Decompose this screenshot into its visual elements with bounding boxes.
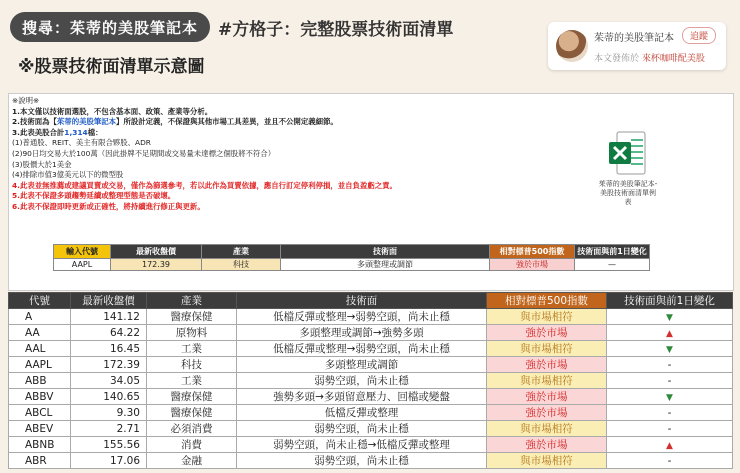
change-cell (607, 437, 733, 453)
lookup-header: 相對標普500指數 (490, 245, 575, 259)
excel-file-label[interactable]: 茱蒂的美股筆記本-美股技術面清單例表 (598, 180, 658, 206)
excel-icon[interactable] (607, 130, 647, 176)
industry-cell: 醫療保健 (147, 309, 237, 325)
table-row[interactable] (9, 421, 733, 437)
lookup-header: 技術面與前1日變化 (575, 245, 650, 259)
arrow-up-icon: ▲ (666, 440, 673, 451)
change-cell (607, 357, 733, 373)
change-cell (607, 309, 733, 325)
price-cell: 155.56 (71, 437, 147, 453)
technical-cell: 弱勢空頭，尚未止穩→低檔反彈或整理 (237, 437, 487, 453)
lookup-table (53, 244, 650, 271)
table-row[interactable] (9, 357, 733, 373)
table-row[interactable] (9, 405, 733, 421)
hashtag-title: #方格子：完整股票技術面清單 (218, 20, 454, 40)
relative-strength-cell: 與市場相符 (487, 453, 607, 469)
column-header-technical: 技術面 (237, 293, 487, 309)
arrow-up-icon: ▲ (666, 328, 673, 339)
note-line-6: (3)股價大於1美金 (12, 159, 72, 169)
change-cell (607, 373, 733, 389)
no-change-indicator: - (667, 454, 672, 467)
column-header-ticker: 代號 (9, 293, 71, 309)
industry-cell: 原物料 (147, 325, 237, 341)
author-note-prefix: 本文發佈於 (594, 54, 642, 64)
industry-cell: 金融 (147, 453, 237, 469)
follow-button[interactable]: 追蹤 (682, 27, 716, 44)
arrow-down-icon: ▼ (666, 392, 673, 403)
change-cell (607, 405, 733, 421)
note-line-3 (12, 128, 397, 139)
ticker-cell: AA (9, 325, 71, 341)
relative-strength-cell: 與市場相符 (487, 373, 607, 389)
note-line-7: (4)排除市值3億美元以下的微型股 (12, 170, 124, 180)
note-line-2 (12, 117, 397, 128)
lookup-header: 產業 (202, 245, 281, 259)
industry-cell: 工業 (147, 373, 237, 389)
column-header-price: 最新收盤價 (71, 293, 147, 309)
lookup-row (54, 259, 650, 271)
lookup-technical: 多頭整理或調節 (281, 259, 490, 271)
relative-strength-cell: 與市場相符 (487, 421, 607, 437)
table-row[interactable] (9, 325, 733, 341)
ticker-cell: AAL (9, 341, 71, 357)
price-cell: 64.22 (71, 325, 147, 341)
relative-strength-cell: 強於市場 (487, 357, 607, 373)
industry-cell: 科技 (147, 357, 237, 373)
technical-cell: 多頭整理或調節 (237, 357, 487, 373)
technical-cell: 低檔反彈或整理 (237, 405, 487, 421)
column-header-change: 技術面與前1日變化 (607, 293, 733, 309)
notes-heading: ※說明※ (12, 96, 40, 105)
search-pill: 搜尋：茱蒂的美股筆記本 (10, 12, 210, 42)
industry-cell: 工業 (147, 341, 237, 357)
price-cell: 9.30 (71, 405, 147, 421)
ticker-cell: ABNB (9, 437, 71, 453)
change-cell (607, 389, 733, 405)
note-line-9: 5.此表不保證多頭趨勢延續或整理型態是否破壞。 (12, 191, 176, 201)
price-cell: 140.65 (71, 389, 147, 405)
change-cell (607, 421, 733, 437)
avatar[interactable] (556, 30, 588, 62)
author-name[interactable]: 茱蒂的美股筆記本 (594, 33, 674, 44)
relative-strength-cell: 強於市場 (487, 405, 607, 421)
price-cell: 141.12 (71, 309, 147, 325)
note-line-3-count: 1,314 (64, 127, 88, 137)
relative-strength-cell: 與市場相符 (487, 341, 607, 357)
table-row[interactable] (9, 389, 733, 405)
technical-cell: 弱勢空頭，尚未止穩 (237, 373, 487, 389)
technical-cell: 強勢多頭→多頭留意壓力、回檔或變盤 (237, 389, 487, 405)
industry-cell: 必須消費 (147, 421, 237, 437)
note-line-3-post: 檔： (87, 127, 103, 137)
author-card (548, 22, 726, 70)
technical-cell: 多頭整理或調節→強勢多頭 (237, 325, 487, 341)
notes-block (12, 96, 397, 213)
ticker-cell: ABCL (9, 405, 71, 421)
no-change-indicator: - (667, 422, 672, 435)
relative-strength-cell: 強於市場 (487, 389, 607, 405)
no-change-indicator: - (667, 406, 672, 419)
ticker-cell: ABB (9, 373, 71, 389)
change-cell (607, 453, 733, 469)
arrow-down-icon: ▼ (666, 344, 673, 355)
note-line-4: (1)普通股、REIT、美主有限合夥股、ADR (12, 138, 151, 148)
relative-strength-cell: 與市場相符 (487, 309, 607, 325)
stock-table-body (9, 309, 733, 469)
lookup-change: — (575, 259, 650, 271)
stock-table-header (9, 293, 733, 309)
no-change-indicator: - (667, 358, 672, 371)
relative-strength-cell: 強於市場 (487, 437, 607, 453)
note-line-2-pre: 2.技術面為【 (12, 117, 57, 127)
lookup-header: 技術面 (281, 245, 490, 259)
column-header-relative: 相對標普500指數 (487, 293, 607, 309)
ticker-cell: ABEV (9, 421, 71, 437)
ticker-cell: ABBV (9, 389, 71, 405)
change-cell (607, 325, 733, 341)
technical-cell: 弱勢空頭，尚未止穩 (237, 453, 487, 469)
industry-cell: 醫療保健 (147, 405, 237, 421)
table-row[interactable] (9, 309, 733, 325)
note-line-2-post: 】所設計定義，不保證與其他市場工具差異，並且不公開定義細節。 (116, 117, 338, 127)
table-row[interactable] (9, 341, 733, 357)
note-line-3-pre: 3.此表美股合計 (12, 127, 65, 137)
note-line-5: (2)90日均交易大於100萬（因此掛牌不足期間或交易量未達標之個股將不符合） (12, 148, 276, 158)
ticker-input[interactable]: AAPL (54, 259, 111, 271)
ticker-cell: AAPL (9, 357, 71, 373)
lookup-relative: 強於市場 (490, 259, 575, 271)
ticker-cell: A (9, 309, 71, 325)
table-row[interactable] (9, 373, 733, 389)
industry-cell: 醫療保健 (147, 389, 237, 405)
note-line-10: 6.此表不保證即時更新或正確性，將持續進行修正與更新。 (12, 201, 205, 211)
publication-link[interactable]: 來杯咖啡配美股 (641, 54, 705, 64)
change-cell (607, 341, 733, 357)
price-cell: 17.06 (71, 453, 147, 469)
price-cell: 34.05 (71, 373, 147, 389)
price-cell: 16.45 (71, 341, 147, 357)
note-line-8: 4.此表並無推薦或建議買賣或交易，僅作為篩選參考，若以此作為買賣依據，應自行訂定停利停損，並自負盈虧之責。 (12, 180, 397, 190)
instructions-panel (8, 93, 734, 291)
lookup-header-row (54, 245, 650, 259)
no-change-indicator: - (667, 374, 672, 387)
ticker-cell: ABR (9, 453, 71, 469)
page-subtitle: ※股票技術面清單示意圖 (18, 57, 205, 77)
lookup-price: 172.39 (111, 259, 202, 271)
note-line-2-highlight: 茱蒂的美股筆記本 (56, 117, 117, 127)
note-line-1: 1.本文僅以技術面選股，不包含基本面、政策、產業等分析。 (12, 106, 213, 116)
technical-cell: 弱勢空頭，尚未止穩 (237, 421, 487, 437)
technical-cell: 低檔反彈或整理→弱勢空頭，尚未止穩 (237, 341, 487, 357)
column-header-industry: 產業 (147, 293, 237, 309)
stock-table (8, 292, 733, 469)
price-cell: 2.71 (71, 421, 147, 437)
technical-cell: 低檔反彈或整理→弱勢空頭，尚未止穩 (237, 309, 487, 325)
arrow-down-icon: ▼ (666, 312, 673, 323)
price-cell: 172.39 (71, 357, 147, 373)
industry-cell: 消費 (147, 437, 237, 453)
table-row[interactable] (9, 437, 733, 453)
lookup-industry: 科技 (202, 259, 281, 271)
lookup-header: 最新收盤價 (111, 245, 202, 259)
table-row[interactable] (9, 453, 733, 469)
relative-strength-cell: 強於市場 (487, 325, 607, 341)
lookup-header: 輸入代號 (54, 245, 111, 259)
author-note (594, 51, 705, 64)
